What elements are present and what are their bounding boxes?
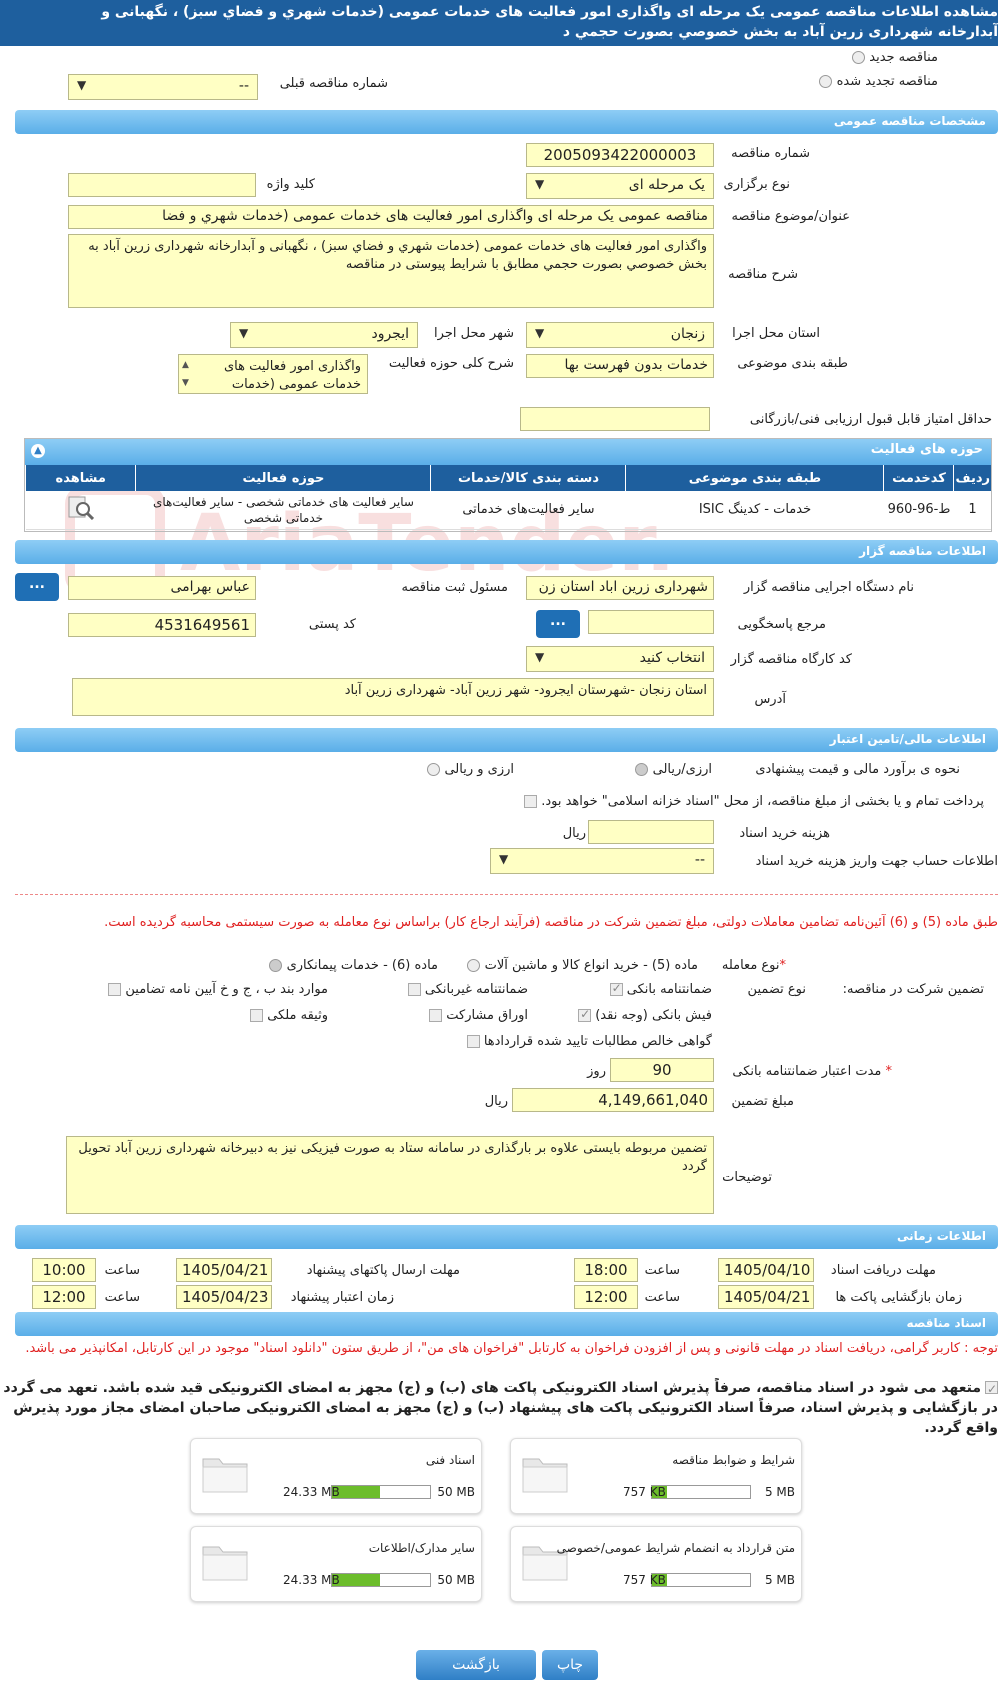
org-field: شهرداری زرین اباد استان زن	[526, 576, 714, 600]
amount-field: 4,149,661,040	[512, 1088, 714, 1112]
postal-label: کد پستی	[308, 617, 356, 632]
submit-deadline-time: 10:00	[32, 1258, 96, 1282]
tender-number-label: شماره مناقصه	[731, 146, 810, 161]
prev-tender-label: شماره مناقصه قبلی	[279, 76, 388, 91]
workshop-label: کد کارگاه مناقصه گزار	[730, 652, 852, 667]
file-card-contract[interactable]: متن قرارداد به انضمام شرایط عمومی/خصوصی 5 MB 757 KB	[510, 1526, 802, 1602]
file-card-other[interactable]: سایر مدارک/اطلاعات 50 MB 24.33 MB	[190, 1526, 482, 1602]
table-row: 1 ط-96-960 خدمات - کدینگ ISIC سایر فعالیت‌های خدماتی سایر فعالیت های خدماتی شخصی - سایر فعالیت‌های خدماتی شخصی	[26, 491, 992, 529]
keyword-label: کلید واژه	[266, 177, 315, 192]
guarantee-type-label: نوع تضمین	[747, 982, 806, 997]
doc-deadline-time: 18:00	[574, 1258, 638, 1282]
estimate-option-currency[interactable]: ارزی و ریالی	[427, 762, 514, 777]
guarantee-notice: طبق ماده (5) و (6) آئین‌نامه تضامین معاملات دولتی، مبلغ تضمین شرکت در مناقصه (فرآیند ارجاع کار) براساس نوع معامله به صورت سیستمی محاسبه گردیده است.	[104, 915, 998, 930]
amount-label: مبلغ تضمین	[731, 1094, 794, 1109]
province-label: استان محل اجرا	[732, 326, 820, 341]
checkbox-icon	[985, 1381, 998, 1394]
province-select[interactable]: زنجان ▼	[526, 322, 714, 348]
section-timing-header: اطلاعات زمانی	[15, 1225, 998, 1249]
opening-date: 1405/04/21	[718, 1285, 814, 1309]
option-bank-guarantee[interactable]: ضمانتنامه بانکی ✓	[610, 982, 712, 997]
print-button[interactable]: چاپ	[542, 1650, 598, 1680]
checkbox-icon	[250, 1009, 263, 1022]
deal-option-5[interactable]: ماده (5) - خرید انواع کالا و ماشین آلات	[467, 958, 698, 973]
account-select[interactable]: -- ▼	[490, 848, 714, 874]
tender-number-field: 2005093422000003	[526, 143, 714, 167]
radio-icon	[819, 75, 832, 88]
radio-icon	[635, 763, 648, 776]
col-index: ردیف	[954, 465, 991, 491]
commitment-checkbox[interactable]: ✓ متعهد می شود در اسناد مناقصه، صرفاً پذیرش اسناد الکترونیکی پاکت های (ب) و (ج) مجهز به امضای الکترونیکی قید شده باشد. تعهد می گردد در بازگشایی و پذیرش اسناد، صرفاً اسناد الکترونیکی پاکت های پیشنهاد (ب) و (ج) مجهز به امضای الکترونیکی صاحبان امضای مجاز مورد پذیرش واقع گردد.	[0, 1378, 998, 1438]
chevron-down-icon: ▼	[535, 650, 545, 664]
opening-time: 12:00	[574, 1285, 638, 1309]
category-label: طبقه بندی موضوعی	[737, 356, 848, 371]
city-select[interactable]: ایجرود ▼	[230, 322, 418, 348]
radio-icon	[427, 763, 440, 776]
description-field: واگذاری امور فعالیت های خدمات عمومی (خدمات شهري و فضاي سبز) ، نگهبانی و آبدارخانه شهرداری زرین آباد به بخش خصوصي بصورت حجمي مطابق با شرایط پیوستی در مناقصه	[68, 234, 714, 308]
doc-deadline-date: 1405/04/10	[718, 1258, 814, 1282]
guarantee-label: تضمین شرکت در مناقصه:	[842, 982, 984, 997]
rial-unit: ریال	[562, 826, 586, 841]
responsible-label: مسئول ثبت مناقصه	[401, 580, 508, 595]
scroll-down-icon[interactable]: ▼	[182, 378, 189, 388]
file-card-technical[interactable]: اسناد فنی 50 MB 24.33 MB	[190, 1438, 482, 1514]
notes-label: توضیحات	[722, 1170, 772, 1185]
category-field: خدمات بدون فهرست بها	[526, 354, 714, 378]
validity-label: * مدت اعتبار ضمانتنامه بانکی	[732, 1064, 892, 1079]
estimate-label: نحوه ی برآورد مالی و قیمت پیشنهادی	[755, 762, 960, 777]
tender-type-select[interactable]: یک مرحله ای ▼	[526, 173, 714, 199]
magnifier-icon[interactable]	[68, 496, 94, 520]
validity-field: 90	[610, 1058, 714, 1082]
section-organizer-header: اطلاعات مناقصه گزار	[15, 540, 998, 564]
hour-label: ساعت	[644, 1290, 680, 1305]
divider	[15, 894, 998, 895]
subject-label: عنوان/موضوع مناقصه	[731, 209, 850, 224]
progress-bar	[331, 1573, 431, 1587]
city-label: شهر محل اجرا	[434, 326, 514, 341]
progress-bar	[331, 1485, 431, 1499]
checkbox-icon	[429, 1009, 442, 1022]
estimate-option-rial[interactable]: ارزی/ریالی	[635, 762, 712, 777]
documents-notice: توجه : کاربر گرامی، دریافت اسناد در مهلت قانونی و پس از افزودن فراخوان به کارتابل "فراخوان های من"، از طریق ستون "دانلود اسناد" موجود در این کارتابل، امکانپذیر می باشد.	[25, 1341, 998, 1356]
col-view: مشاهده	[26, 465, 136, 491]
back-button[interactable]: بازگشت	[416, 1650, 536, 1680]
opening-label: زمان بازگشایی پاکت ها	[835, 1290, 962, 1305]
section-finance-header: اطلاعات مالی/تامین اعتبار	[15, 728, 998, 752]
option-clauses[interactable]: موارد بند ب ، ج و خ آیین نامه تضامین	[108, 982, 328, 997]
col-code: کدخدمت	[884, 465, 954, 491]
day-unit: روز	[587, 1064, 606, 1079]
activities-panel	[24, 438, 992, 532]
chevron-down-icon: ▼	[499, 852, 509, 866]
subject-field: مناقصه عمومی یک مرحله ای واگذاری امور فعالیت های خدمات عمومی (خدمات شهري و فضا	[68, 205, 714, 229]
collapse-icon[interactable]: ▲	[31, 444, 45, 458]
radio-icon	[852, 51, 865, 64]
rial-unit: ریال	[484, 1094, 508, 1109]
checkbox-icon	[610, 983, 623, 996]
activities-table	[25, 465, 991, 530]
option-property[interactable]: وثیقه ملکی	[250, 1008, 328, 1023]
reference-field[interactable]	[588, 610, 714, 634]
section-documents-header: اسناد مناقصه	[15, 1312, 998, 1336]
chevron-down-icon: ▼	[239, 326, 249, 340]
new-tender-radio[interactable]: مناقصه جدید	[852, 50, 938, 65]
chevron-down-icon: ▼	[535, 326, 545, 340]
workshop-select[interactable]: انتخاب کنید ▼	[526, 646, 714, 672]
option-receivables[interactable]: گواهی خالص مطالبات تایید شده قراردادها	[467, 1034, 712, 1049]
checkbox-icon	[524, 795, 537, 808]
hour-label: ساعت	[644, 1263, 680, 1278]
reference-label: مرجع پاسخگویی	[737, 617, 826, 632]
doc-cost-field	[588, 820, 714, 844]
option-bank-receipt[interactable]: فیش بانکی (وجه نقد) ✓	[578, 1008, 712, 1023]
folder-icon	[521, 1451, 569, 1495]
checkbox-icon	[108, 983, 121, 996]
org-label: نام دستگاه اجرایی مناقصه گزار	[743, 580, 914, 595]
activity-desc-label: شرح کلی حوزه فعالیت	[388, 356, 514, 371]
prev-tender-select[interactable]: -- ▼	[68, 74, 258, 100]
col-category: دسته بندی کالا/خدمات	[431, 465, 626, 491]
checkbox-icon	[578, 1009, 591, 1022]
page-title: مشاهده اطلاعات مناقصه عمومی یک مرحله ای واگذاری امور فعالیت های خدمات عمومی (خدمات شهري و فضاي سبز) ، نگهبانی و آبدارخانه شهرداری زرین آباد به بخش خصوصي بصورت حجمي د	[0, 0, 998, 46]
postal-field: 4531649561	[68, 613, 256, 637]
radio-icon	[467, 959, 480, 972]
responsible-field: عباس بهرامی	[68, 576, 256, 600]
hour-label: ساعت	[104, 1290, 140, 1305]
radio-icon	[269, 959, 282, 972]
submit-deadline-date: 1405/04/21	[176, 1258, 272, 1282]
section-general-header: مشخصات مناقصه عمومی	[15, 110, 998, 134]
deal-type-label: *نوع معامله	[721, 958, 786, 973]
option-bonds[interactable]: اوراق مشارکت	[429, 1008, 528, 1023]
col-classification: طبقه بندی موضوعی	[626, 465, 884, 491]
activity-desc-field: واگذاری امور فعالیت های خدمات عمومی (خدمات ▲ ▼	[178, 354, 368, 394]
chevron-down-icon: ▼	[77, 78, 87, 92]
address-label: آدرس	[754, 692, 786, 707]
folder-icon	[201, 1539, 249, 1583]
hour-label: ساعت	[104, 1263, 140, 1278]
file-card-terms[interactable]: شرایط و ضوابط مناقصه 5 MB 757 KB	[510, 1438, 802, 1514]
option-nonbank-guarantee[interactable]: ضمانتنامه غیربانکی	[408, 982, 528, 997]
col-field: حوزه فعالیت	[136, 465, 431, 491]
tender-type-label: نوع برگزاری	[723, 177, 790, 192]
folder-icon	[201, 1451, 249, 1495]
activities-header: حوزه های فعالیت ▲	[25, 439, 991, 465]
notes-field: تضمین مربوطه بایستی علاوه بر بارگذاری در سامانه ستاد به صورت فیزیکی نیز به دبیرخانه شهرداری زرین آباد تحویل گردد	[66, 1136, 714, 1214]
treasury-checkbox[interactable]: پرداخت تمام و یا بخشی از مبلغ مناقصه، از محل "اسناد خزانه اسلامی" خواهد بود.	[524, 794, 984, 809]
checkbox-icon	[408, 983, 421, 996]
chevron-down-icon: ▼	[535, 177, 545, 191]
validity-date-label: زمان اعتبار پیشنهاد	[290, 1290, 394, 1305]
submit-deadline-label: مهلت ارسال پاکتهای پیشنهاد	[306, 1263, 460, 1278]
responsible-lookup-button[interactable]: ...	[15, 573, 59, 601]
validity-date: 1405/04/23	[176, 1285, 272, 1309]
doc-cost-label: هزینه خرید اسناد	[739, 826, 830, 841]
renewed-tender-radio[interactable]: مناقصه تجدید شده	[819, 74, 938, 89]
account-label: اطلاعات حساب جهت واریز هزینه خرید اسناد	[755, 854, 998, 869]
keyword-field[interactable]	[68, 173, 256, 197]
doc-deadline-label: مهلت دریافت اسناد	[830, 1263, 936, 1278]
min-score-label: حداقل امتیاز قابل قبول ارزیابی فنی/بازرگانی	[749, 412, 992, 427]
view-cell	[26, 491, 136, 529]
description-label: شرح مناقصه	[728, 267, 798, 282]
reference-lookup-button[interactable]: ...	[536, 610, 580, 638]
validity-time: 12:00	[32, 1285, 96, 1309]
min-score-field	[520, 407, 710, 431]
scroll-up-icon[interactable]: ▲	[182, 360, 189, 370]
address-field: استان زنجان -شهرستان ایجرود- شهر زرین آباد- شهرداری زرین آباد	[72, 678, 714, 716]
checkbox-icon	[467, 1035, 480, 1048]
progress-bar	[651, 1485, 751, 1499]
deal-option-6[interactable]: ماده (6) - خدمات پیمانکاری	[269, 958, 438, 973]
progress-bar	[651, 1573, 751, 1587]
